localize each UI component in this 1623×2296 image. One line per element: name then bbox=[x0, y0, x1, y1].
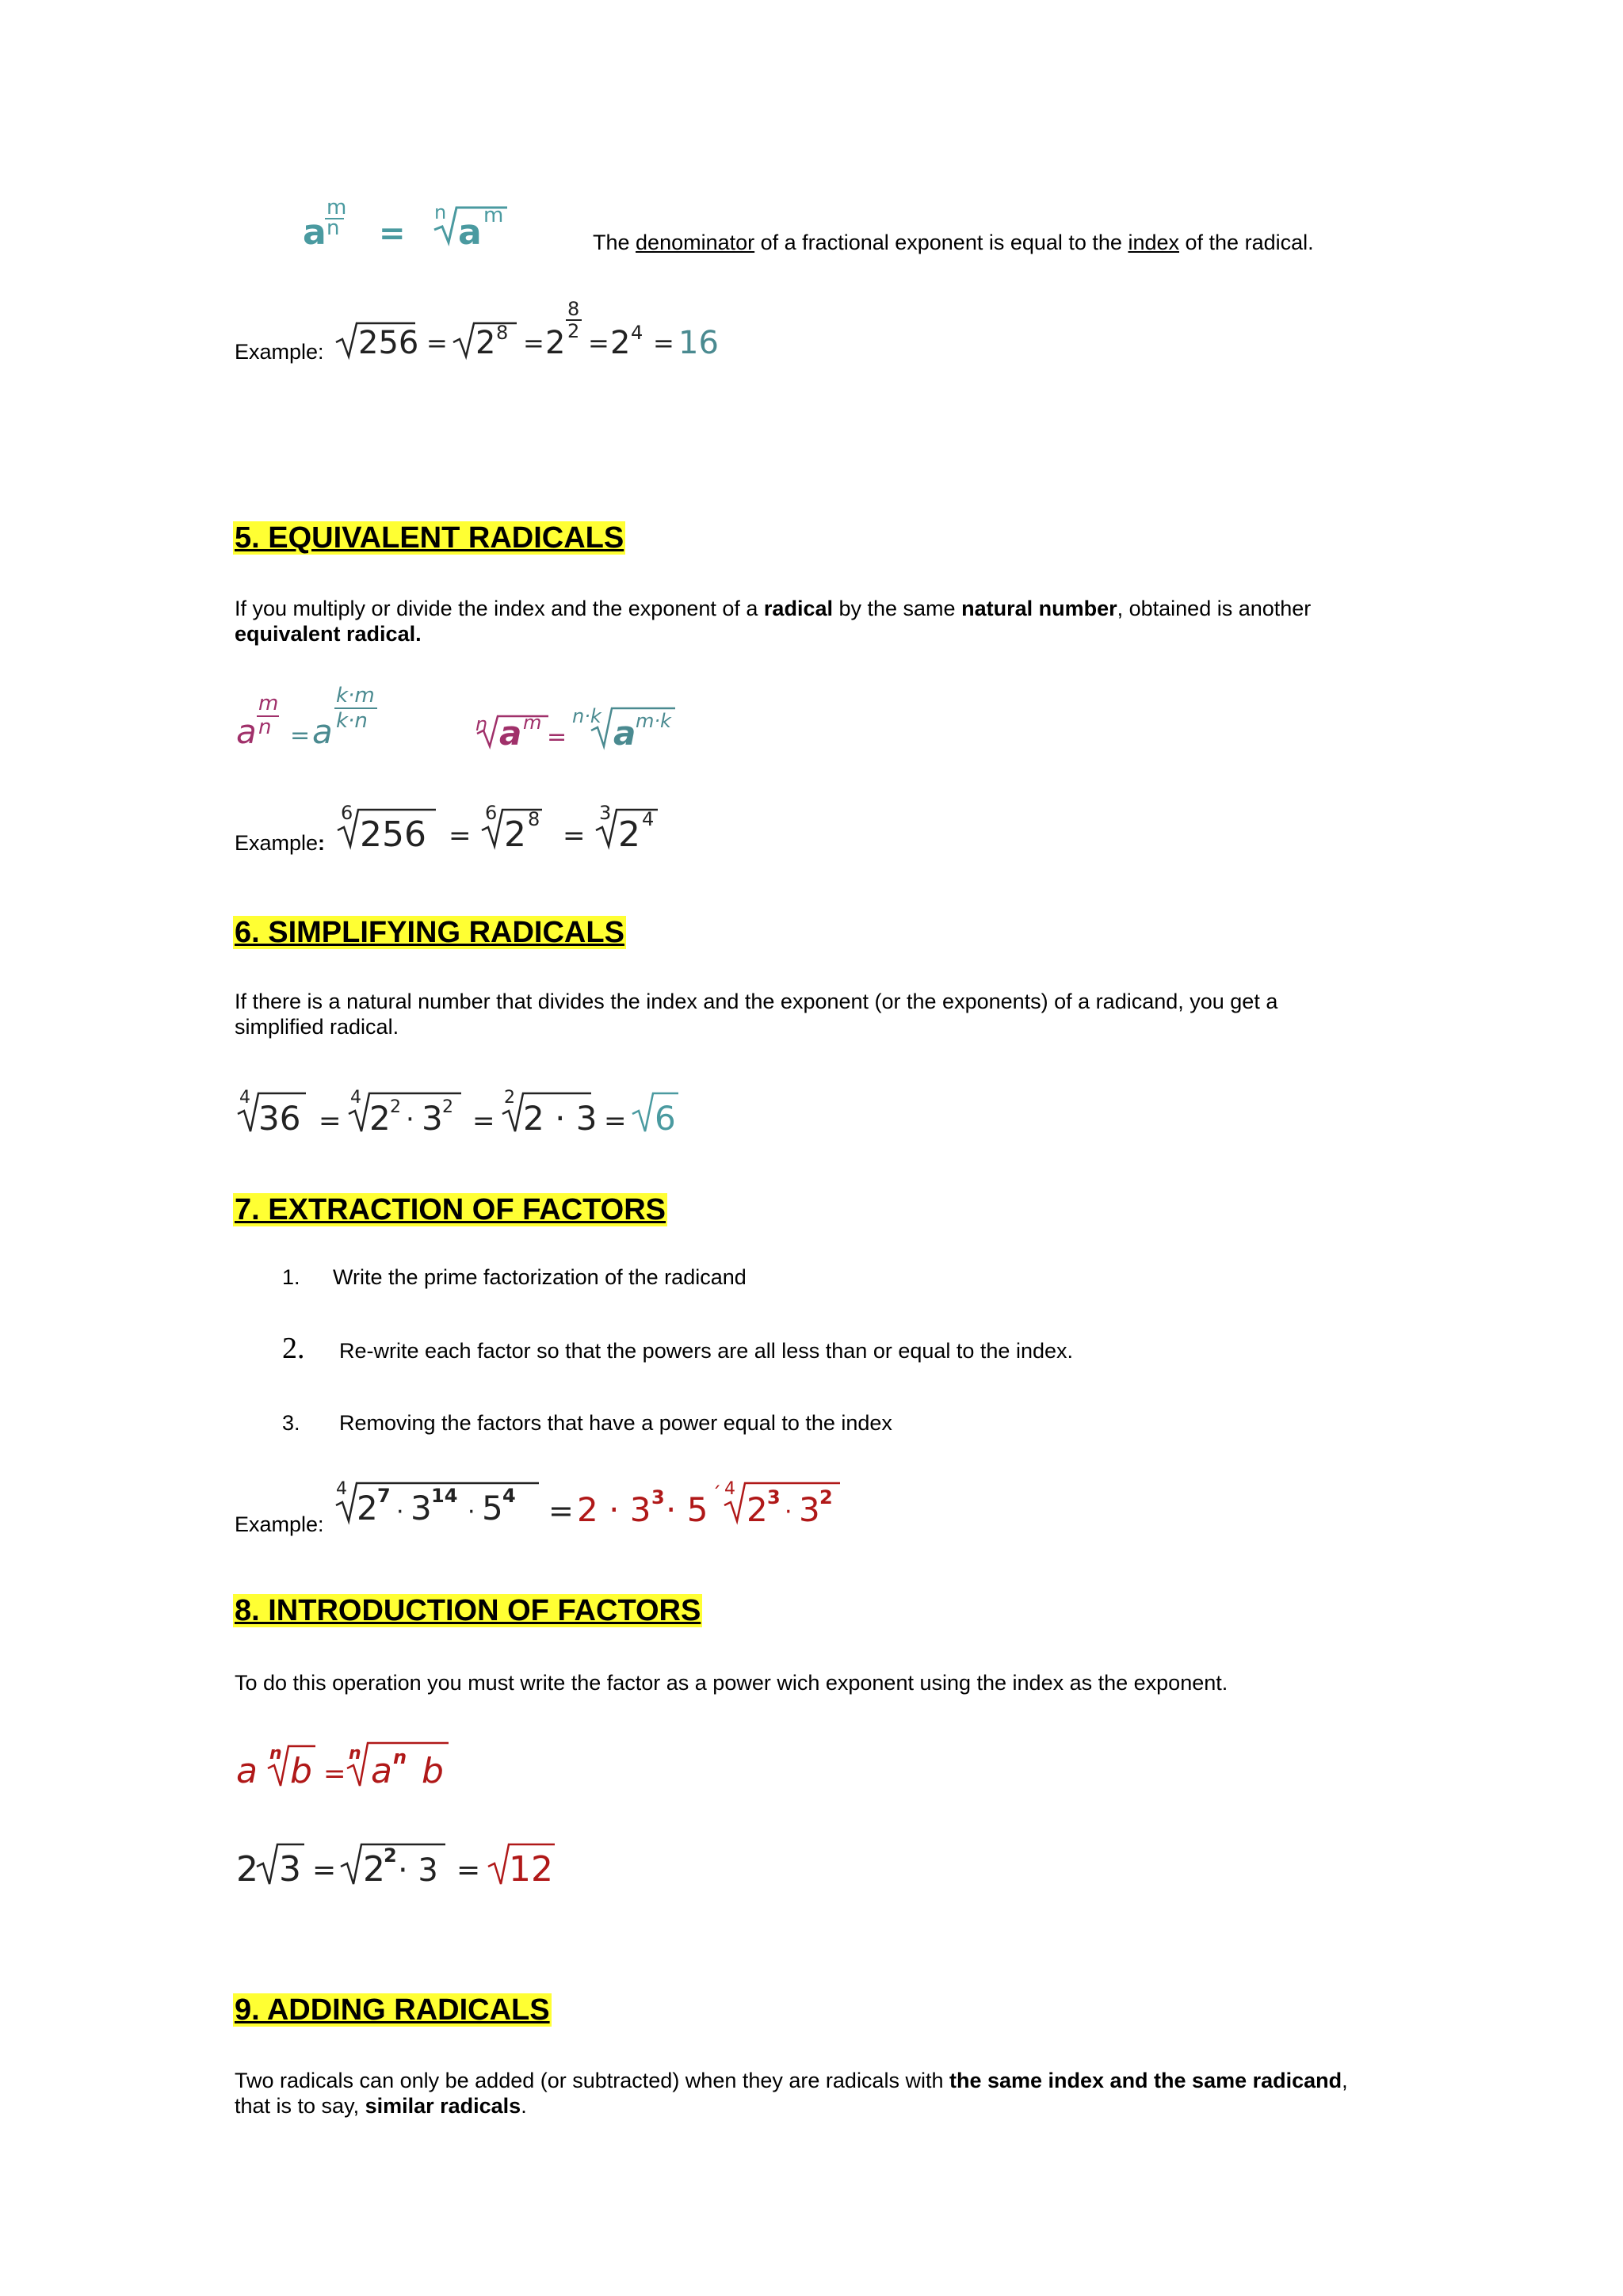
svg-text:´: ´ bbox=[712, 1483, 721, 1505]
svg-text:·: · bbox=[468, 1498, 475, 1526]
svg-text:4: 4 bbox=[642, 808, 655, 830]
svg-text:3: 3 bbox=[799, 1490, 820, 1529]
svg-text:=: = bbox=[449, 820, 472, 852]
formula-index: n bbox=[434, 201, 447, 223]
svg-text:n·k: n·k bbox=[572, 705, 601, 727]
ex-sqrt-256: 256 bbox=[358, 325, 419, 361]
svg-text:=: = bbox=[456, 1854, 481, 1886]
formula-base: a bbox=[303, 212, 327, 253]
extraction-step-1: 1. Write the prime factorization of the radicand bbox=[282, 1265, 747, 1289]
svg-text:2: 2 bbox=[747, 1490, 768, 1529]
svg-text:6: 6 bbox=[485, 802, 498, 824]
svg-text:=: = bbox=[323, 1758, 346, 1790]
fractional-exponent-formula bbox=[300, 190, 521, 254]
svg-text:5: 5 bbox=[482, 1489, 503, 1527]
svg-text:14: 14 bbox=[431, 1485, 458, 1507]
svg-text:· 5: · 5 bbox=[666, 1490, 708, 1529]
svg-text:·: · bbox=[406, 1104, 414, 1135]
svg-text:=: = bbox=[523, 328, 544, 358]
introduction-factors-paragraph: To do this operation you must write the factor as a power wich exponent using the index as the exponent. bbox=[235, 1671, 1228, 1695]
svg-text:2 · 3: 2 · 3 bbox=[577, 1490, 651, 1529]
svg-text:2: 2 bbox=[819, 1486, 833, 1508]
svg-text:2: 2 bbox=[504, 814, 526, 854]
svg-text:3: 3 bbox=[279, 1849, 301, 1890]
svg-text:b: b bbox=[290, 1751, 312, 1791]
svg-text:4: 4 bbox=[502, 1485, 516, 1507]
svg-text:2: 2 bbox=[369, 1099, 391, 1138]
svg-text:8: 8 bbox=[528, 808, 540, 830]
intro-example-label: Example: bbox=[235, 340, 324, 364]
svg-text:256: 256 bbox=[360, 814, 426, 854]
svg-text:6: 6 bbox=[655, 1099, 676, 1138]
svg-text:2: 2 bbox=[618, 814, 640, 854]
svg-text:2: 2 bbox=[357, 1489, 378, 1527]
equivalent-formula-exponent bbox=[235, 683, 409, 754]
equivalent-example-formula bbox=[333, 791, 682, 854]
svg-text:36: 36 bbox=[258, 1099, 301, 1138]
svg-text:7: 7 bbox=[377, 1485, 391, 1507]
svg-text:4: 4 bbox=[350, 1088, 361, 1108]
heading-simplifying-radicals: 6. SIMPLIFYING RADICALS bbox=[235, 916, 624, 949]
svg-text:=: = bbox=[319, 1105, 342, 1137]
svg-text:4: 4 bbox=[336, 1479, 347, 1499]
svg-text:m: m bbox=[258, 692, 279, 715]
svg-text:2: 2 bbox=[610, 325, 631, 361]
svg-text:3: 3 bbox=[651, 1486, 665, 1508]
index-term: index bbox=[1128, 231, 1180, 254]
svg-text:a: a bbox=[499, 714, 522, 753]
heading-equivalent-radicals: 5. EQUIVALENT RADICALS bbox=[235, 521, 624, 555]
svg-text:=: = bbox=[653, 328, 674, 358]
svg-text:=: = bbox=[588, 328, 609, 358]
formula-exp-denominator: n bbox=[327, 216, 340, 240]
svg-text:·: · bbox=[785, 1498, 792, 1526]
svg-text:k·m: k·m bbox=[336, 684, 375, 707]
equivalent-radicals-paragraph: If you multiply or divide the index and the exponent of a radical by the same natural number, obtained is another equivalent radical. bbox=[235, 597, 1312, 646]
svg-text:4: 4 bbox=[631, 322, 643, 344]
denominator-term: denominator bbox=[636, 231, 755, 254]
svg-text:=: = bbox=[426, 328, 448, 358]
svg-text:k·n: k·n bbox=[336, 709, 368, 733]
extraction-step-3: 3. Removing the factors that have a power equal to the index bbox=[282, 1411, 892, 1435]
svg-text:m: m bbox=[523, 711, 542, 734]
svg-text:n: n bbox=[269, 1744, 282, 1764]
svg-text:2: 2 bbox=[475, 325, 496, 361]
svg-text:3: 3 bbox=[767, 1486, 781, 1508]
simplifying-example-formula bbox=[235, 1076, 694, 1139]
svg-text:a: a bbox=[613, 714, 636, 753]
extraction-example-formula bbox=[333, 1469, 856, 1532]
formula-radicand: a bbox=[458, 212, 482, 253]
formula-exp-numerator: m bbox=[327, 196, 347, 219]
extraction-step-2: 2. Re-write each factor so that the powers are all less than or equal to the index. bbox=[282, 1332, 1074, 1365]
svg-text:=: = bbox=[548, 1493, 574, 1528]
svg-text:4: 4 bbox=[239, 1088, 250, 1108]
svg-text:=: = bbox=[604, 1105, 627, 1137]
extraction-example-label: Example: bbox=[235, 1512, 324, 1536]
svg-text:=: = bbox=[290, 722, 311, 749]
ex-result: 16 bbox=[678, 325, 719, 361]
svg-text:·: · bbox=[396, 1498, 404, 1526]
simplifying-radicals-paragraph: If there is a natural number that divides the index and the exponent (or the exponents) of a radicand, you get a simplified radical. bbox=[235, 990, 1278, 1039]
svg-text:2: 2 bbox=[236, 1849, 258, 1890]
svg-text:n: n bbox=[349, 1744, 361, 1764]
svg-text:a: a bbox=[236, 1751, 258, 1791]
svg-text:n: n bbox=[475, 713, 488, 735]
adding-radicals-paragraph: Two radicals can only be added (or subtracted) when they are radicals with the same index and the same radicand, that is to say, similar radicals. bbox=[235, 2069, 1348, 2118]
svg-text:8: 8 bbox=[496, 322, 509, 344]
introduction-factors-example bbox=[235, 1830, 583, 1894]
svg-text:2: 2 bbox=[384, 1844, 397, 1867]
svg-text:=: = bbox=[563, 820, 586, 852]
heading-introduction-of-factors: 8. INTRODUCTION OF FACTORS bbox=[235, 1594, 701, 1627]
svg-text:=: = bbox=[547, 723, 567, 751]
svg-text:12: 12 bbox=[509, 1849, 553, 1890]
heading-adding-radicals: 9. ADDING RADICALS bbox=[235, 1993, 550, 2027]
formula-equals: = bbox=[379, 215, 406, 252]
svg-text:2: 2 bbox=[390, 1097, 401, 1117]
svg-text:6: 6 bbox=[341, 802, 353, 824]
equivalent-example-label: Example: bbox=[235, 831, 326, 855]
svg-text:4: 4 bbox=[724, 1479, 735, 1499]
svg-text:· 3: · 3 bbox=[398, 1852, 438, 1889]
equivalent-formula-radical bbox=[472, 689, 694, 753]
formula-radicand-exponent: m bbox=[483, 204, 504, 227]
svg-text:m·k: m·k bbox=[636, 710, 671, 732]
svg-text:3: 3 bbox=[411, 1489, 432, 1527]
svg-text:n: n bbox=[258, 715, 272, 739]
svg-text:8: 8 bbox=[567, 298, 580, 320]
svg-text:a: a bbox=[312, 712, 333, 751]
svg-text:=: = bbox=[472, 1105, 495, 1137]
svg-text:2: 2 bbox=[442, 1097, 453, 1117]
svg-text:2: 2 bbox=[504, 1088, 515, 1108]
svg-text:n: n bbox=[393, 1746, 407, 1768]
svg-text:2: 2 bbox=[363, 1849, 385, 1890]
svg-text:3: 3 bbox=[599, 802, 612, 824]
svg-text:=: = bbox=[312, 1854, 337, 1886]
svg-text:3: 3 bbox=[422, 1099, 443, 1138]
introduction-factors-formula bbox=[235, 1732, 472, 1795]
intro-example-formula bbox=[333, 295, 729, 366]
svg-text:2: 2 bbox=[545, 325, 566, 361]
svg-text:2: 2 bbox=[567, 320, 580, 342]
svg-text:a: a bbox=[236, 712, 257, 751]
svg-text:b: b bbox=[422, 1751, 444, 1791]
svg-text:a: a bbox=[371, 1751, 392, 1791]
heading-extraction-of-factors: 7. EXTRACTION OF FACTORS bbox=[235, 1193, 666, 1226]
fractional-exponent-text: The denominator of a fractional exponent is equal to the index of the radical. bbox=[593, 231, 1314, 254]
svg-text:2 · 3: 2 · 3 bbox=[523, 1099, 598, 1138]
